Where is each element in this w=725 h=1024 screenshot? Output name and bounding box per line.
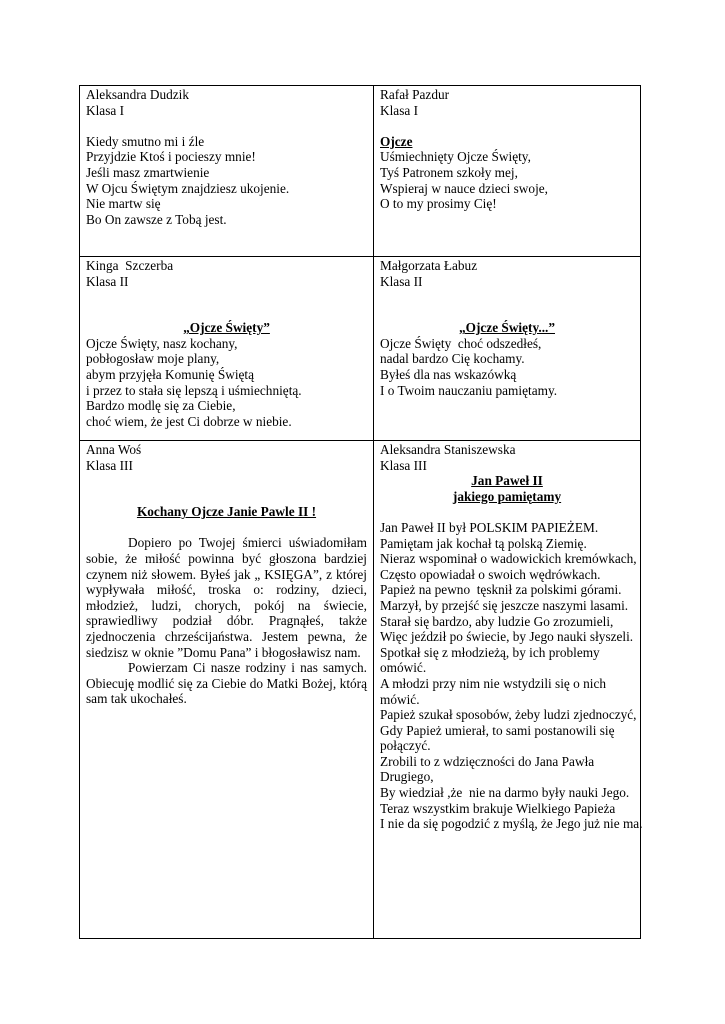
poem-line: Teraz wszystkim brakuje Wielkiego Papieża bbox=[380, 800, 616, 816]
poem-line: Starał się bardzo, aby ludzie Go zrozumieli, bbox=[380, 613, 614, 629]
author-name: Małgorzata Łabuz bbox=[380, 258, 478, 273]
poem-line: połączyć. bbox=[380, 738, 431, 754]
poem-line: Często opowiadał o swoich wędrówkach. bbox=[380, 566, 601, 582]
letter-cell-wos bbox=[80, 441, 374, 939]
poem-line: Bo On zawsze z Tobą jest. bbox=[86, 211, 227, 227]
poem-line: Papież na pewno tęsknił za polskimi górami. bbox=[380, 582, 622, 598]
poem-line: Ojcze Święty, nasz kochany, bbox=[86, 335, 238, 351]
class-label: Klasa III bbox=[380, 457, 427, 473]
class-label: Klasa I bbox=[86, 102, 125, 118]
poem-cell-dudzik bbox=[80, 86, 374, 257]
poem-line: Przyjdzie Ktoś i pocieszy mnie! bbox=[86, 149, 256, 165]
poem-subtitle: jakiego pamiętamy bbox=[452, 488, 562, 504]
poem-line: choć wiem, że jest Ci dobrze w niebie. bbox=[86, 413, 292, 429]
author-name: Anna Woś bbox=[86, 442, 142, 457]
poem-line: By wiedział ,że nie na darmo były nauki Jego. bbox=[380, 785, 630, 801]
poem-title: „Ojcze Święty...” bbox=[458, 320, 555, 336]
class-label: Klasa I bbox=[380, 102, 419, 118]
poem-line: Drugiego, bbox=[380, 769, 434, 785]
poem-line: Gdy Papież umierał, to sami postanowili się bbox=[380, 722, 615, 738]
poem-line: Spotkał się z młodzieżą, by ich problemy bbox=[380, 644, 600, 660]
poem-title: Ojcze bbox=[380, 133, 413, 149]
poem-cell-pazdur bbox=[374, 86, 641, 257]
poem-line: I nie da się pogodzić z myślą, że Jego już nie ma. bbox=[380, 816, 643, 832]
poem-line: Bardzo modlę się za Ciebie, bbox=[86, 398, 236, 414]
class-label: Klasa II bbox=[380, 273, 423, 289]
poem-line: abym przyjęła Komunię Świętą bbox=[86, 366, 255, 382]
poem-cell-szczerba bbox=[80, 257, 374, 441]
poem-line: Tyś Patronem szkoły mej, bbox=[380, 164, 518, 180]
poem-line: Więc jeździł po świecie, by Jego nauki słyszeli. bbox=[380, 629, 634, 645]
poem-line: Nie martw się bbox=[86, 196, 161, 212]
poem-line: Nieraz wspominał o wadowickich kremówkach, bbox=[380, 551, 637, 567]
poem-line: Jeśli masz zmartwienie bbox=[86, 164, 210, 180]
author-name: Aleksandra Staniszewska bbox=[380, 442, 516, 457]
letter-paragraph: Dopiero po Twojej śmierci uświadomiłam sobie, że miłość powinna być głoszona bardziej czynem niż słowem. Byłeś jak „ KSIĘGA”, z której wypływała miłość, troska o: rodziny, dzieci, młodzież, ludzi, chorych, pokój na świecie, sprawiedliwy podział dóbr. Pragnąłeś, także zjednoczenia chrześcijaństwa. Jestem pewna, że siedzisz w oknie ”Domu Pana” i błogosławisz nam. bbox=[86, 535, 367, 660]
poem-line: omówić. bbox=[380, 660, 427, 676]
poem-line: Jan Paweł II był POLSKIM PAPIEŻEM. bbox=[380, 519, 599, 535]
poem-line: i przez to stała się lepszą i uśmiechniętą. bbox=[86, 382, 302, 398]
poem-cell-staniszewska bbox=[374, 441, 641, 939]
author-name: Rafał Pazdur bbox=[380, 87, 450, 102]
class-label: Klasa II bbox=[86, 273, 129, 289]
table-row bbox=[80, 441, 641, 939]
letter-title: Kochany Ojcze Janie Pawle II ! bbox=[136, 504, 317, 520]
poem-line: Pamiętam jak kochał tą polską Ziemię. bbox=[380, 535, 587, 551]
poem-line: Papież szukał sposobów, żeby ludzi zjednoczyć, bbox=[380, 707, 637, 723]
poem-line: Wspieraj w nauce dzieci swoje, bbox=[380, 180, 548, 196]
poem-line: Ojcze Święty choć odszedłeś, bbox=[380, 335, 542, 351]
author-name: Aleksandra Dudzik bbox=[86, 87, 190, 102]
poem-line: Kiedy smutno mi i źle bbox=[86, 133, 205, 149]
table-row bbox=[80, 257, 641, 441]
poem-line: I o Twoim nauczaniu pamiętamy. bbox=[380, 382, 558, 398]
poem-line: Zrobili to z wdzięczności do Jana Pawła bbox=[380, 753, 595, 769]
poem-line: Uśmiechnięty Ojcze Święty, bbox=[380, 149, 531, 165]
poem-line: pobłogosław moje plany, bbox=[86, 351, 220, 367]
poem-line: Byłeś dla nas wskazówką bbox=[380, 366, 517, 382]
class-label: Klasa III bbox=[86, 457, 133, 473]
poem-title: „Ojcze Święty” bbox=[183, 320, 270, 336]
poem-title: Jan Paweł II bbox=[471, 473, 543, 489]
poem-line: W Ojcu Świętym znajdziesz ukojenie. bbox=[86, 180, 290, 196]
poem-line: A młodzi przy nim nie wstydzili się o nich bbox=[380, 675, 607, 691]
author-name: Kinga Szczerba bbox=[86, 258, 174, 273]
letter-paragraph: Powierzam Ci nasze rodziny i nas samych. Obiecuję modlić się za Ciebie do Matki Bożej, którą sam tak ukochałeś. bbox=[86, 660, 367, 707]
poem-line: mówić. bbox=[380, 691, 420, 707]
poem-cell-labuz bbox=[374, 257, 641, 441]
poem-line: Marzył, by przejść się jeszcze naszymi lasami. bbox=[380, 597, 629, 613]
poems-table bbox=[79, 85, 641, 939]
poem-line: nadal bardzo Cię kochamy. bbox=[380, 351, 525, 367]
table-row bbox=[80, 86, 641, 257]
poem-line: O to my prosimy Cię! bbox=[380, 196, 497, 212]
